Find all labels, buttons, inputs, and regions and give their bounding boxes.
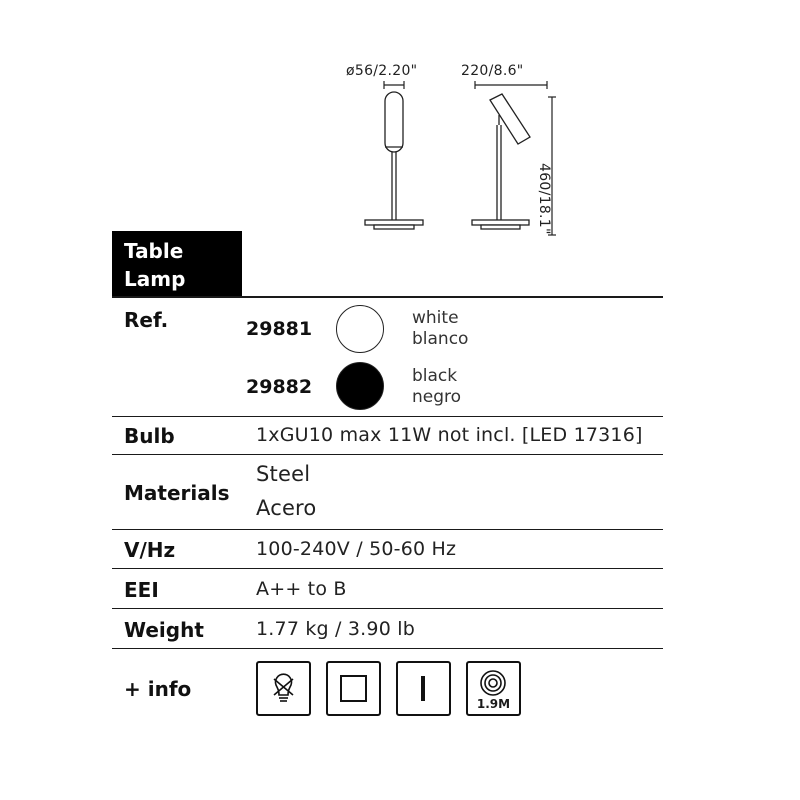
materials-value-en: Steel: [256, 462, 311, 486]
divider: [112, 296, 663, 298]
bulb-value: 1xGU10 max 11W not incl. [LED 17316]: [256, 424, 643, 446]
weight-value: 1.77 kg / 3.90 lb: [256, 618, 415, 640]
ref-code-white: 29881: [246, 318, 313, 340]
eei-label: EEI: [124, 578, 159, 602]
cable-length: 1.9M: [476, 697, 511, 711]
ref-label: Ref.: [124, 308, 169, 332]
lamp-front-view: [365, 92, 423, 229]
vhz-label: V/Hz: [124, 538, 176, 562]
color-name-white: [412, 308, 468, 350]
divider: [112, 454, 663, 455]
materials-label: Materials: [124, 481, 230, 505]
ref-code-black: 29882: [246, 376, 313, 398]
diameter-dimension: ø56/2.20": [346, 63, 418, 79]
color-en-white: white: [412, 308, 459, 328]
divider: [112, 648, 663, 649]
divider: [112, 608, 663, 609]
double-insulation-icon: [326, 661, 381, 716]
color-name-black: [412, 366, 461, 408]
lamp-side-view: [472, 94, 530, 229]
vhz-value: 100-240V / 50-60 Hz: [256, 538, 457, 560]
no-bulb-icon: [256, 661, 311, 716]
white-swatch: [336, 305, 384, 353]
product-title-line1: Table: [124, 239, 184, 263]
eei-value: A++ to B: [256, 578, 347, 600]
divider: [112, 568, 663, 569]
color-en-black: black: [412, 366, 458, 386]
color-es-white: blanco: [412, 329, 469, 349]
divider: [112, 416, 663, 417]
divider: [112, 529, 663, 530]
class-one-icon: [396, 661, 451, 716]
black-swatch: [336, 362, 384, 410]
technical-drawing: [330, 55, 620, 245]
materials-value-es: Acero: [256, 496, 317, 520]
weight-label: Weight: [124, 618, 204, 642]
height-dimension: 460/18.1": [536, 163, 552, 235]
product-title: [112, 231, 242, 297]
color-es-black: negro: [412, 387, 462, 407]
bulb-label: Bulb: [124, 424, 175, 448]
lamp-drawings-svg: [330, 55, 620, 245]
width-marker: [475, 81, 547, 89]
diameter-marker: [384, 81, 404, 89]
info-label: + info: [124, 677, 192, 701]
width-dimension: 220/8.6": [461, 63, 524, 79]
cable-icon: [466, 661, 521, 716]
product-title-line2: Lamp: [124, 267, 186, 291]
